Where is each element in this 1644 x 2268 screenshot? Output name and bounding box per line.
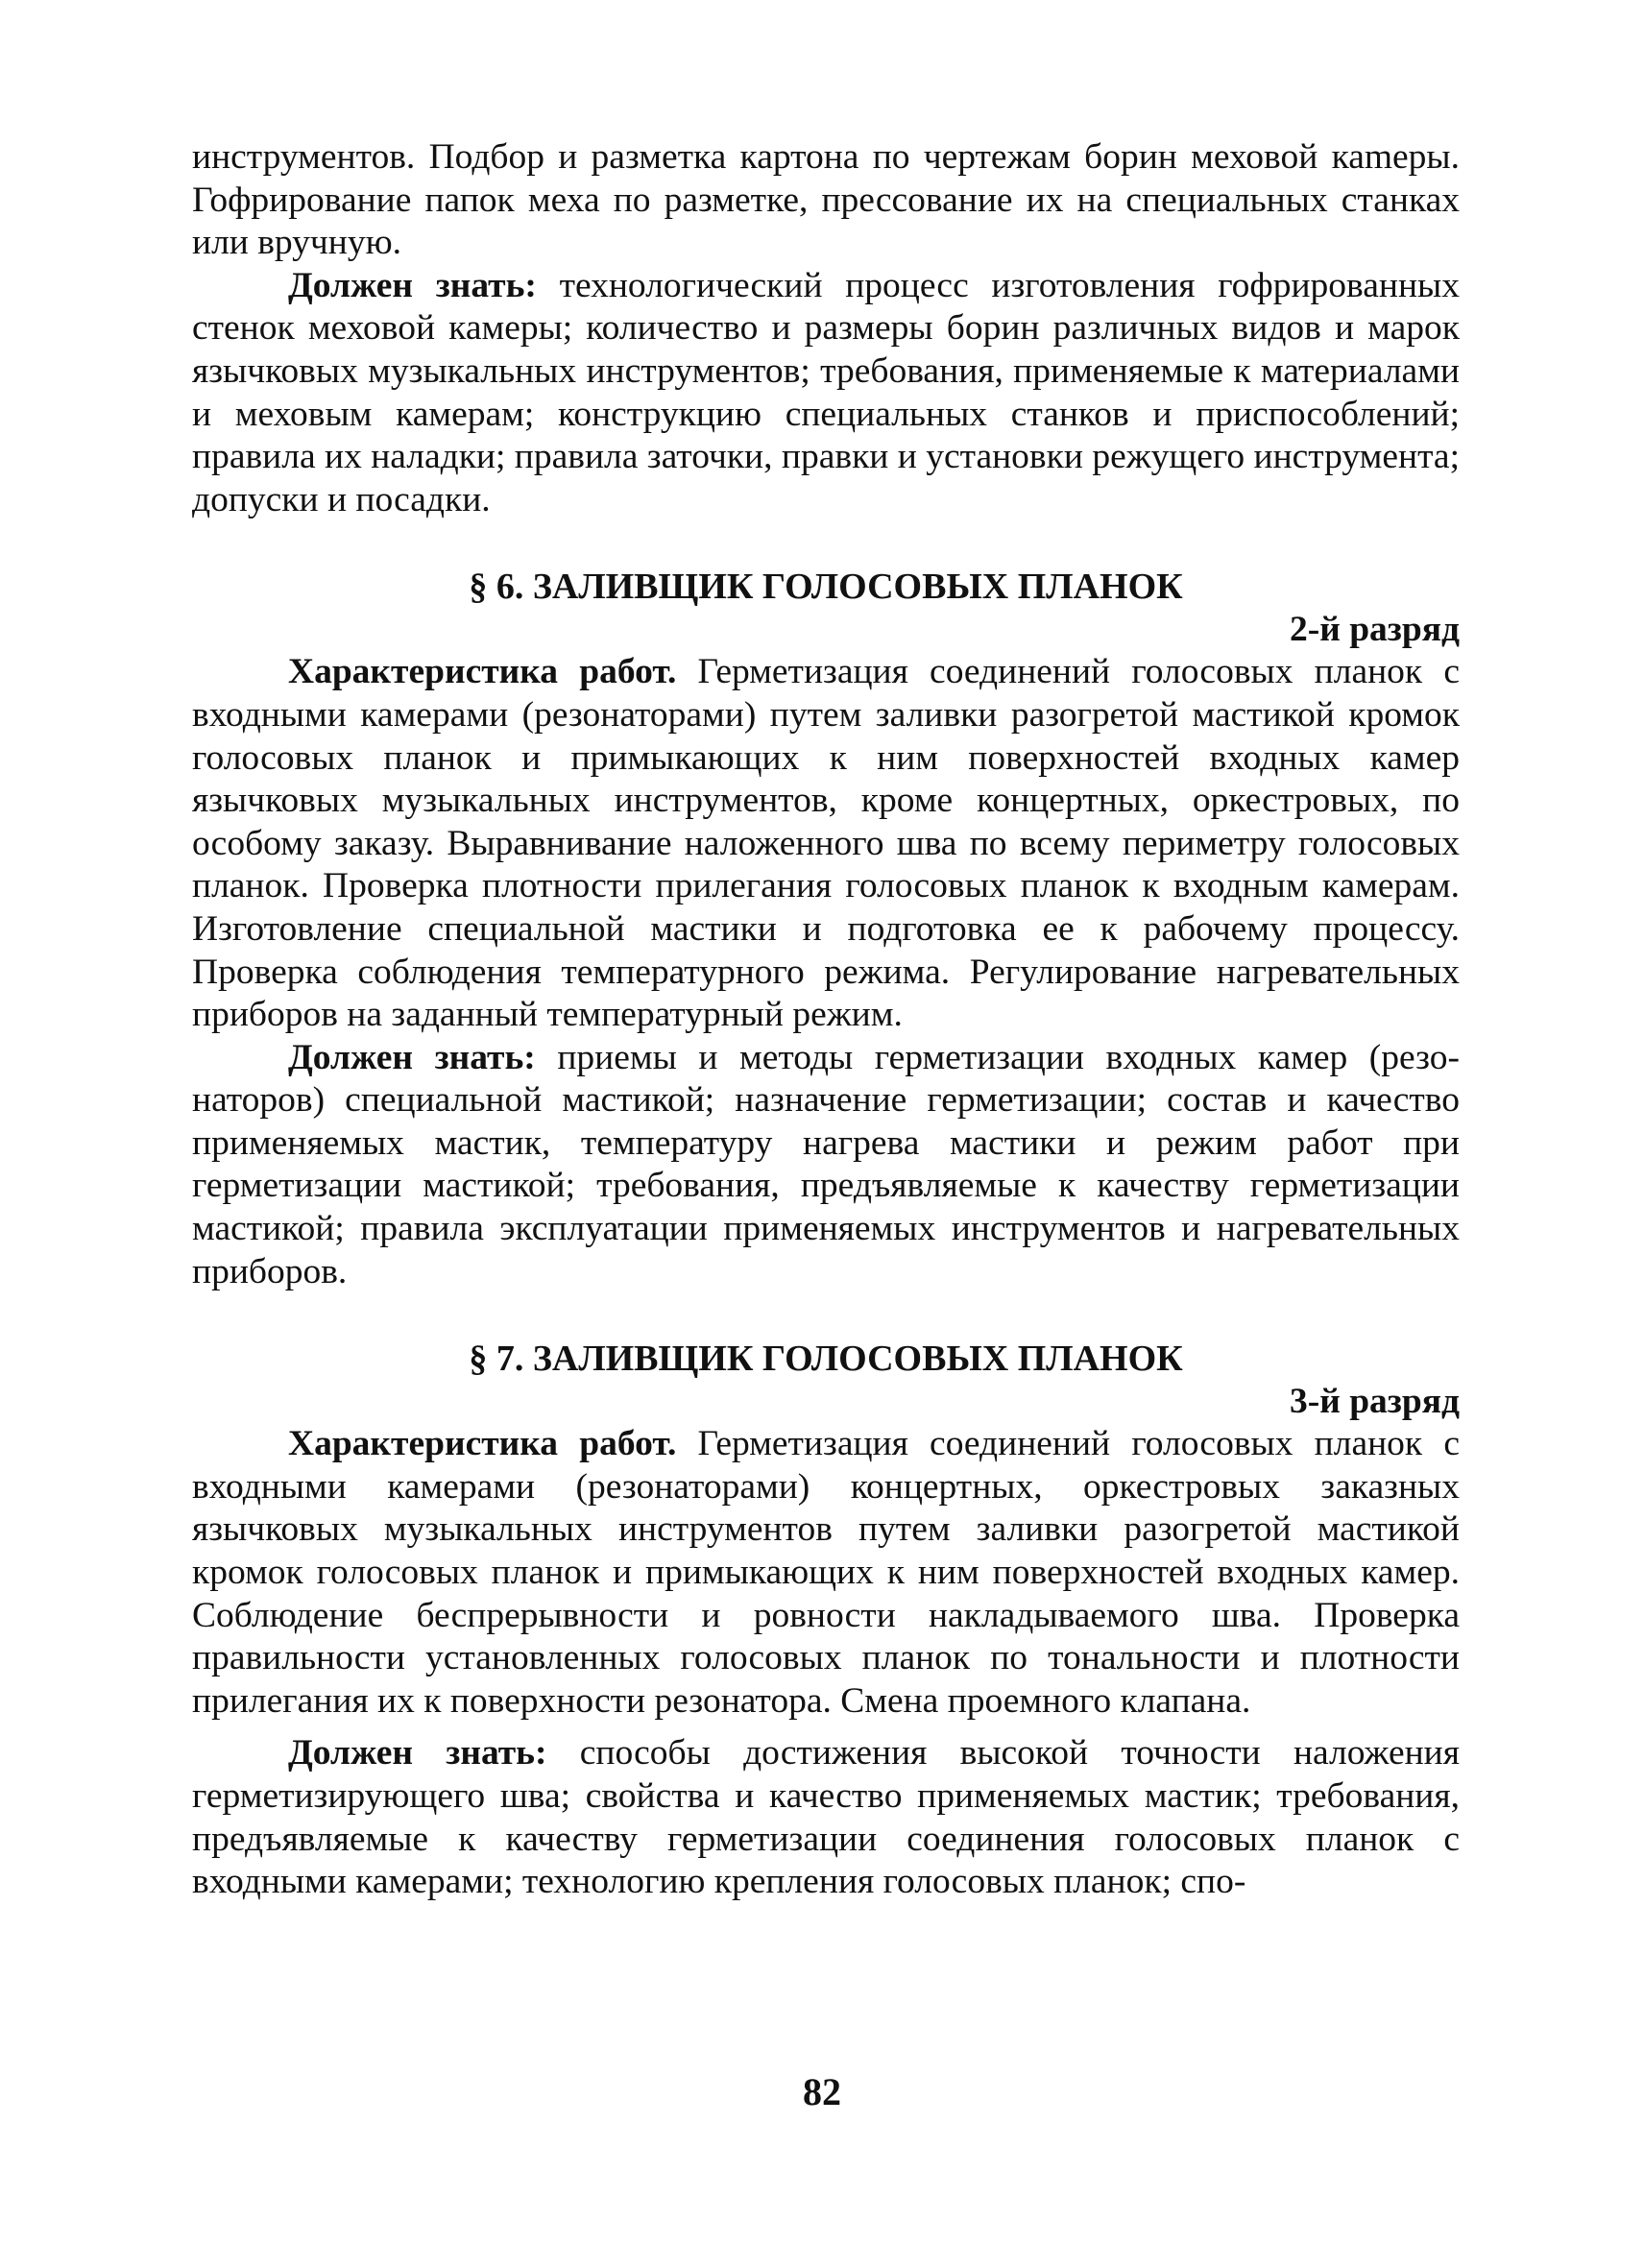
continued-paragraph: инструментов. Подбор и разметка картона по чертежам борин меховой каmеры. Гофрирование папок меха по разметке, прессование их на специальных станках или вручную. <box>192 137 1460 263</box>
section-6-knowledge-paragraph <box>192 1037 1460 1294</box>
section-6-title: § 6. ЗАЛИВЩИК ГОЛОСОВЫХ ПЛАНОК <box>469 567 1183 608</box>
section-6-knowledge-lead: Должен знать: <box>288 1037 536 1077</box>
section-6-work-lead: Характеристика работ. <box>288 652 677 692</box>
section-6-work-text: Герметизация соединений голосовых планок с входными камерами (резонаторами) путем заливки разогретой мастикой кромок голосовых планок и примыкающих к ним поверхностей входных камер язычковых музыкальных инструментов, кроме концертных, оркестровых, по особому заказу. Выравнивание наложенного шва по всему периметру голосовых планок. Проверка плотности прилегания голосовых планок к входным камерам. Изготовление специальной мастики и подготовка ее к рабочему процессу. Проверка соблюдения температурного режима. Регулирование нагревательных приборов на заданный температурный режим. <box>192 652 1460 1035</box>
knowledge-lead: Должен знать: <box>288 265 537 305</box>
section-6-knowledge-text: приемы и методы герметизации входных камер (резонаторов) специальной мастикой; назначение герметизации; состав и качество применяемых мастик, температуру нагрева мастики и режим работ при герметизации мастикой; требования, предъявляемые к качеству герметизации мастикой; правила эксплуатации применяемых инструментов и нагревательных приборов. <box>192 1037 1460 1291</box>
section-7-work-text: Герметизация соединений голосовых планок с входными камерами (резонаторами) концертных, оркестровых заказных язычковых музыкальных инструментов путем заливки разогретой мастикой кромок голосовых планок и примыкающих к ним поверхностей входных камер. Соблюдение беспрерывности и ровности накладываемого шва. Проверка правильности установленных голосовых планок по тональности и плотности прилегания их к поверхности резонатора. Смена проемного клапана. <box>192 1424 1460 1721</box>
section-6-work-paragraph <box>192 651 1460 1036</box>
section-7-work-lead: Характеристика работ. <box>288 1424 677 1464</box>
section-7-knowledge-text: способы достижения высокой точности наложения герметизирующего шва; свойства и качество применяемых мастик; требования, предъявляемые к качеству герметизации соединения голосовых планок с входными камерами; технологию крепления голосовых планок; спо- <box>192 1733 1460 1902</box>
section-7-knowledge-lead: Должен знать: <box>288 1733 547 1773</box>
section-6-grade: 2-й разряд <box>1289 610 1460 650</box>
section-7-work-paragraph <box>192 1423 1460 1723</box>
section-7-grade: 3-й разряд <box>1289 1382 1460 1422</box>
knowledge-text: технологический процесс изготовления гофрированных стенок меховой камеры; количество и размеры борин различных видов и марок язычковых музыкальных инструментов; требования, применяемые к материалами и меховым камерам; конструкцию специальных станков и приспособлений; правила их наладки; правила заточки, правки и установки режущего инструмента; допуски и посадки. <box>192 265 1460 519</box>
section-7-title: § 7. ЗАЛИВЩИК ГОЛОСОВЫХ ПЛАНОК <box>469 1339 1183 1380</box>
document-page <box>192 136 1460 1904</box>
section-7-knowledge-paragraph <box>192 1732 1460 1903</box>
knowledge-paragraph <box>192 265 1460 522</box>
page-number: 82 <box>803 2070 841 2113</box>
